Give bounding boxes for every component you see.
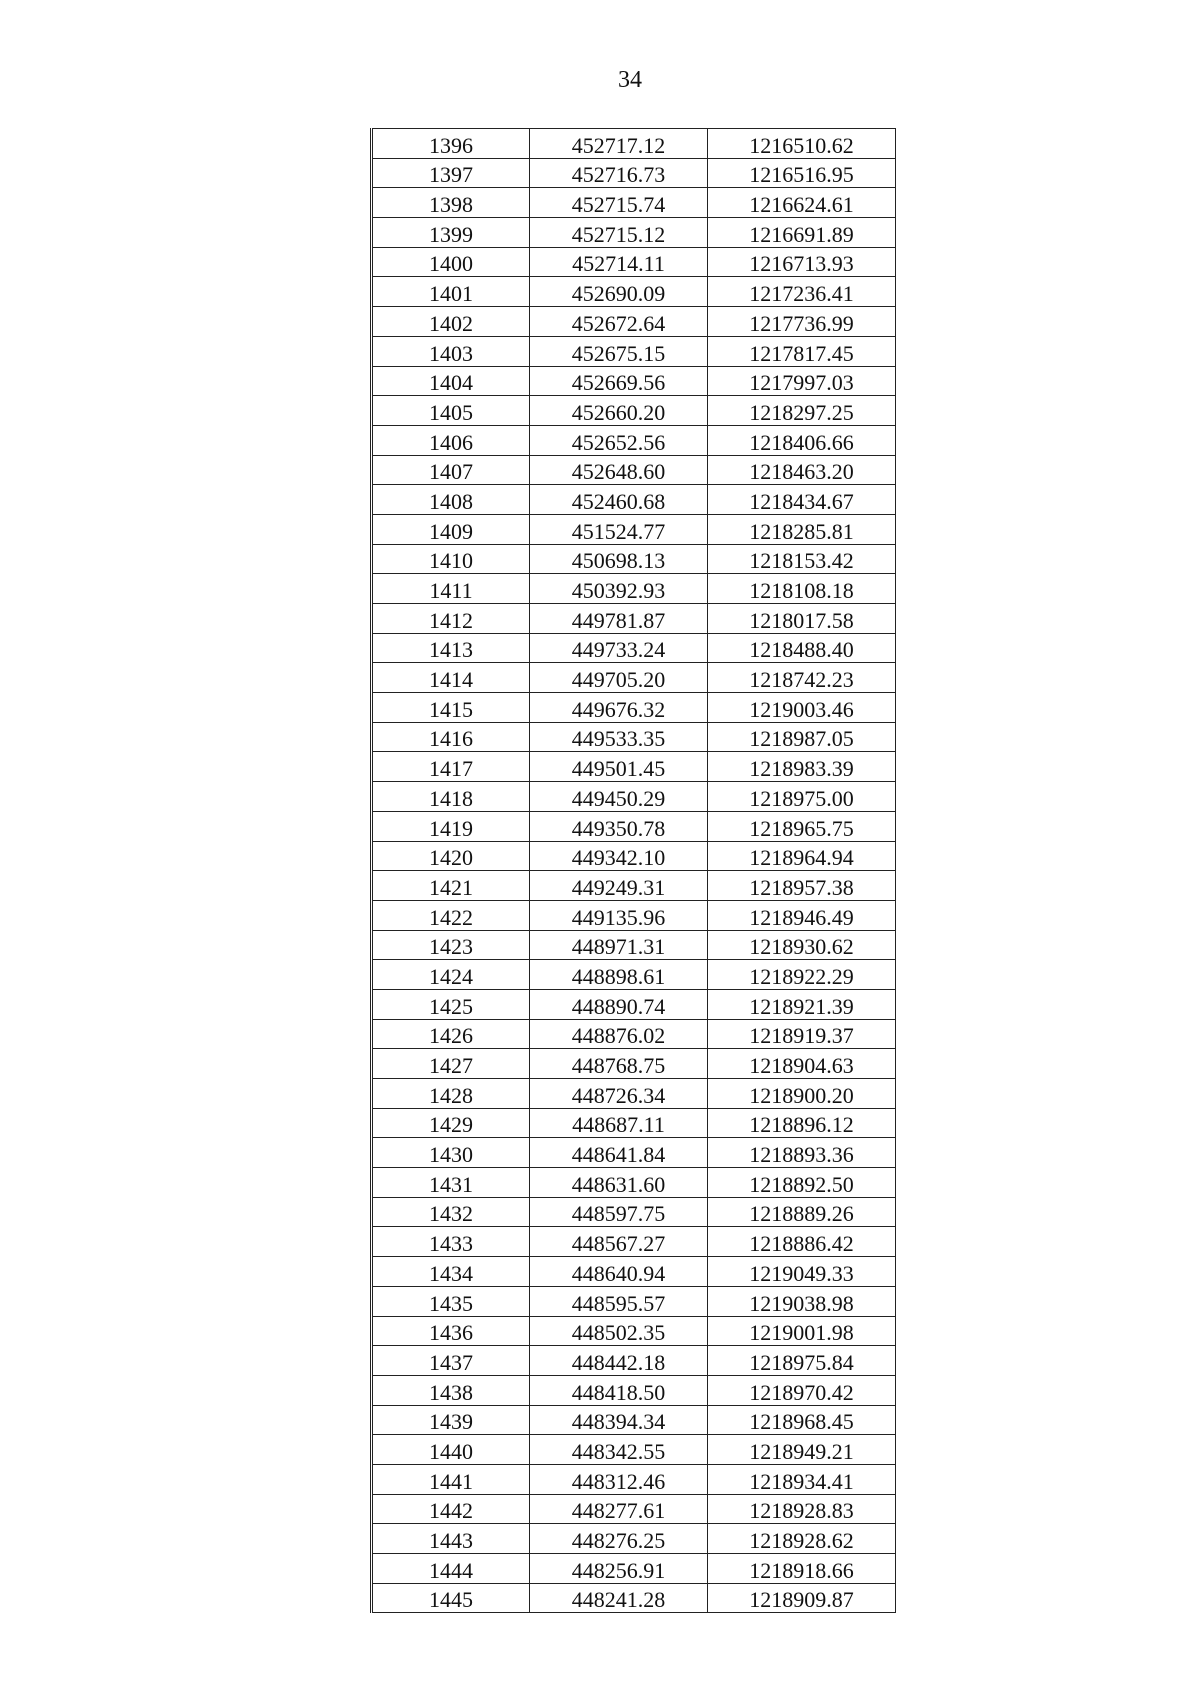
y-coordinate-cell: 1217736.99	[708, 307, 896, 337]
y-coordinate-cell: 1218975.84	[708, 1346, 896, 1376]
point-number-cell: 1414	[372, 663, 530, 693]
x-coordinate-cell: 452715.12	[530, 218, 708, 248]
table-row	[372, 752, 896, 782]
table-row	[372, 544, 896, 574]
y-coordinate-cell: 1218463.20	[708, 455, 896, 485]
table-row	[372, 1257, 896, 1287]
y-coordinate-cell: 1217817.45	[708, 336, 896, 366]
table-row	[372, 1375, 896, 1405]
x-coordinate-cell: 450392.93	[530, 574, 708, 604]
y-coordinate-cell: 1218946.49	[708, 900, 896, 930]
y-coordinate-cell: 1216713.93	[708, 247, 896, 277]
table-row	[372, 158, 896, 188]
x-coordinate-cell: 449781.87	[530, 604, 708, 634]
x-coordinate-cell: 448241.28	[530, 1583, 708, 1613]
table-row	[372, 1227, 896, 1257]
x-coordinate-cell: 450698.13	[530, 544, 708, 574]
y-coordinate-cell: 1218904.63	[708, 1049, 896, 1079]
point-number-cell: 1398	[372, 188, 530, 218]
x-coordinate-cell: 449450.29	[530, 782, 708, 812]
point-number-cell: 1408	[372, 485, 530, 515]
x-coordinate-cell: 452652.56	[530, 425, 708, 455]
table-row	[372, 663, 896, 693]
y-coordinate-cell: 1218934.41	[708, 1464, 896, 1494]
x-coordinate-cell: 449249.31	[530, 871, 708, 901]
point-number-cell: 1416	[372, 722, 530, 752]
point-number-cell: 1410	[372, 544, 530, 574]
x-coordinate-cell: 448631.60	[530, 1168, 708, 1198]
table-row	[372, 455, 896, 485]
y-coordinate-cell: 1216516.95	[708, 158, 896, 188]
point-number-cell: 1419	[372, 811, 530, 841]
y-coordinate-cell: 1218918.66	[708, 1554, 896, 1584]
y-coordinate-cell: 1218297.25	[708, 396, 896, 426]
y-coordinate-cell: 1218886.42	[708, 1227, 896, 1257]
y-coordinate-cell: 1218153.42	[708, 544, 896, 574]
point-number-cell: 1445	[372, 1583, 530, 1613]
point-number-cell: 1403	[372, 336, 530, 366]
x-coordinate-cell: 449501.45	[530, 752, 708, 782]
x-coordinate-cell: 448687.11	[530, 1108, 708, 1138]
y-coordinate-cell: 1218108.18	[708, 574, 896, 604]
table-row	[372, 1583, 896, 1613]
table-row	[372, 277, 896, 307]
x-coordinate-cell: 449533.35	[530, 722, 708, 752]
point-number-cell: 1434	[372, 1257, 530, 1287]
x-coordinate-cell: 448394.34	[530, 1405, 708, 1435]
point-number-cell: 1429	[372, 1108, 530, 1138]
y-coordinate-cell: 1218892.50	[708, 1168, 896, 1198]
x-coordinate-cell: 452648.60	[530, 455, 708, 485]
y-coordinate-cell: 1217236.41	[708, 277, 896, 307]
y-coordinate-cell: 1218964.94	[708, 841, 896, 871]
point-number-cell: 1436	[372, 1316, 530, 1346]
table-row	[372, 247, 896, 277]
x-coordinate-cell: 448567.27	[530, 1227, 708, 1257]
table-row	[372, 1108, 896, 1138]
x-coordinate-cell: 448418.50	[530, 1375, 708, 1405]
table-row	[372, 841, 896, 871]
x-coordinate-cell: 448876.02	[530, 1019, 708, 1049]
table-row	[372, 1286, 896, 1316]
point-number-cell: 1441	[372, 1464, 530, 1494]
y-coordinate-cell: 1218742.23	[708, 663, 896, 693]
table-row	[372, 1049, 896, 1079]
point-number-cell: 1427	[372, 1049, 530, 1079]
point-number-cell: 1418	[372, 782, 530, 812]
x-coordinate-cell: 452714.11	[530, 247, 708, 277]
point-number-cell: 1422	[372, 900, 530, 930]
y-coordinate-cell: 1218017.58	[708, 604, 896, 634]
point-number-cell: 1409	[372, 514, 530, 544]
y-coordinate-cell: 1217997.03	[708, 366, 896, 396]
point-number-cell: 1440	[372, 1435, 530, 1465]
y-coordinate-cell: 1218928.62	[708, 1524, 896, 1554]
table-row	[372, 693, 896, 723]
table-row	[372, 722, 896, 752]
x-coordinate-cell: 448640.94	[530, 1257, 708, 1287]
point-number-cell: 1401	[372, 277, 530, 307]
y-coordinate-cell: 1218930.62	[708, 930, 896, 960]
x-coordinate-cell: 452715.74	[530, 188, 708, 218]
table-row	[372, 366, 896, 396]
point-number-cell: 1417	[372, 752, 530, 782]
point-number-cell: 1405	[372, 396, 530, 426]
coordinates-table	[370, 128, 896, 1613]
x-coordinate-cell: 448277.61	[530, 1494, 708, 1524]
y-coordinate-cell: 1218983.39	[708, 752, 896, 782]
table-row	[372, 396, 896, 426]
point-number-cell: 1426	[372, 1019, 530, 1049]
table-row	[372, 1494, 896, 1524]
y-coordinate-cell: 1218896.12	[708, 1108, 896, 1138]
x-coordinate-cell: 452460.68	[530, 485, 708, 515]
y-coordinate-cell: 1219038.98	[708, 1286, 896, 1316]
y-coordinate-cell: 1218919.37	[708, 1019, 896, 1049]
x-coordinate-cell: 449733.24	[530, 633, 708, 663]
point-number-cell: 1435	[372, 1286, 530, 1316]
point-number-cell: 1430	[372, 1138, 530, 1168]
point-number-cell: 1437	[372, 1346, 530, 1376]
y-coordinate-cell: 1218900.20	[708, 1079, 896, 1109]
table-row	[372, 1079, 896, 1109]
y-coordinate-cell: 1218928.83	[708, 1494, 896, 1524]
y-coordinate-cell: 1218922.29	[708, 960, 896, 990]
point-number-cell: 1413	[372, 633, 530, 663]
table-row	[372, 188, 896, 218]
y-coordinate-cell: 1218921.39	[708, 989, 896, 1019]
y-coordinate-cell: 1216510.62	[708, 129, 896, 159]
point-number-cell: 1438	[372, 1375, 530, 1405]
table-row	[372, 1554, 896, 1584]
point-number-cell: 1428	[372, 1079, 530, 1109]
point-number-cell: 1431	[372, 1168, 530, 1198]
x-coordinate-cell: 448768.75	[530, 1049, 708, 1079]
y-coordinate-cell: 1218965.75	[708, 811, 896, 841]
table-row	[372, 574, 896, 604]
table-row	[372, 989, 896, 1019]
point-number-cell: 1402	[372, 307, 530, 337]
y-coordinate-cell: 1218987.05	[708, 722, 896, 752]
x-coordinate-cell: 448442.18	[530, 1346, 708, 1376]
table-row	[372, 307, 896, 337]
y-coordinate-cell: 1219003.46	[708, 693, 896, 723]
table-row	[372, 1168, 896, 1198]
x-coordinate-cell: 448890.74	[530, 989, 708, 1019]
x-coordinate-cell: 452675.15	[530, 336, 708, 366]
y-coordinate-cell: 1216691.89	[708, 218, 896, 248]
y-coordinate-cell: 1218975.00	[708, 782, 896, 812]
point-number-cell: 1420	[372, 841, 530, 871]
x-coordinate-cell: 448971.31	[530, 930, 708, 960]
x-coordinate-cell: 452672.64	[530, 307, 708, 337]
point-number-cell: 1425	[372, 989, 530, 1019]
x-coordinate-cell: 452690.09	[530, 277, 708, 307]
table-row	[372, 1197, 896, 1227]
x-coordinate-cell: 449350.78	[530, 811, 708, 841]
table-row	[372, 811, 896, 841]
point-number-cell: 1400	[372, 247, 530, 277]
table-row	[372, 633, 896, 663]
table-row	[372, 900, 896, 930]
table-row	[372, 871, 896, 901]
y-coordinate-cell: 1218434.67	[708, 485, 896, 515]
x-coordinate-cell: 448312.46	[530, 1464, 708, 1494]
table-row	[372, 1346, 896, 1376]
y-coordinate-cell: 1218406.66	[708, 425, 896, 455]
y-coordinate-cell: 1218957.38	[708, 871, 896, 901]
y-coordinate-cell: 1218893.36	[708, 1138, 896, 1168]
y-coordinate-cell: 1218909.87	[708, 1583, 896, 1613]
x-coordinate-cell: 448342.55	[530, 1435, 708, 1465]
point-number-cell: 1424	[372, 960, 530, 990]
table-row	[372, 930, 896, 960]
point-number-cell: 1404	[372, 366, 530, 396]
table-row	[372, 1405, 896, 1435]
x-coordinate-cell: 449342.10	[530, 841, 708, 871]
x-coordinate-cell: 449705.20	[530, 663, 708, 693]
x-coordinate-cell: 448641.84	[530, 1138, 708, 1168]
y-coordinate-cell: 1218968.45	[708, 1405, 896, 1435]
x-coordinate-cell: 452716.73	[530, 158, 708, 188]
point-number-cell: 1432	[372, 1197, 530, 1227]
table-row	[372, 218, 896, 248]
table-row	[372, 1435, 896, 1465]
y-coordinate-cell: 1218889.26	[708, 1197, 896, 1227]
table-row	[372, 425, 896, 455]
x-coordinate-cell: 449135.96	[530, 900, 708, 930]
point-number-cell: 1443	[372, 1524, 530, 1554]
point-number-cell: 1407	[372, 455, 530, 485]
table-row	[372, 1524, 896, 1554]
point-number-cell: 1433	[372, 1227, 530, 1257]
point-number-cell: 1421	[372, 871, 530, 901]
point-number-cell: 1397	[372, 158, 530, 188]
table-row	[372, 1019, 896, 1049]
x-coordinate-cell: 448898.61	[530, 960, 708, 990]
table-row	[372, 1138, 896, 1168]
y-coordinate-cell: 1218970.42	[708, 1375, 896, 1405]
table-row	[372, 960, 896, 990]
y-coordinate-cell: 1216624.61	[708, 188, 896, 218]
point-number-cell: 1442	[372, 1494, 530, 1524]
y-coordinate-cell: 1219001.98	[708, 1316, 896, 1346]
x-coordinate-cell: 448256.91	[530, 1554, 708, 1584]
x-coordinate-cell: 451524.77	[530, 514, 708, 544]
x-coordinate-cell: 448502.35	[530, 1316, 708, 1346]
y-coordinate-cell: 1218488.40	[708, 633, 896, 663]
point-number-cell: 1396	[372, 129, 530, 159]
x-coordinate-cell: 449676.32	[530, 693, 708, 723]
point-number-cell: 1412	[372, 604, 530, 634]
point-number-cell: 1411	[372, 574, 530, 604]
x-coordinate-cell: 448276.25	[530, 1524, 708, 1554]
point-number-cell: 1444	[372, 1554, 530, 1584]
table-row	[372, 336, 896, 366]
x-coordinate-cell: 452717.12	[530, 129, 708, 159]
table-row	[372, 1316, 896, 1346]
y-coordinate-cell: 1218949.21	[708, 1435, 896, 1465]
table-row	[372, 1464, 896, 1494]
point-number-cell: 1423	[372, 930, 530, 960]
table-row	[372, 604, 896, 634]
point-number-cell: 1415	[372, 693, 530, 723]
point-number-cell: 1406	[372, 425, 530, 455]
page-number: 34	[618, 67, 642, 93]
y-coordinate-cell: 1218285.81	[708, 514, 896, 544]
x-coordinate-cell: 452660.20	[530, 396, 708, 426]
x-coordinate-cell: 448595.57	[530, 1286, 708, 1316]
point-number-cell: 1439	[372, 1405, 530, 1435]
point-number-cell: 1399	[372, 218, 530, 248]
table-row	[372, 485, 896, 515]
x-coordinate-cell: 448726.34	[530, 1079, 708, 1109]
x-coordinate-cell: 452669.56	[530, 366, 708, 396]
coordinates-table-body	[372, 129, 896, 1613]
table-row	[372, 129, 896, 159]
table-row	[372, 514, 896, 544]
table-row	[372, 782, 896, 812]
x-coordinate-cell: 448597.75	[530, 1197, 708, 1227]
y-coordinate-cell: 1219049.33	[708, 1257, 896, 1287]
